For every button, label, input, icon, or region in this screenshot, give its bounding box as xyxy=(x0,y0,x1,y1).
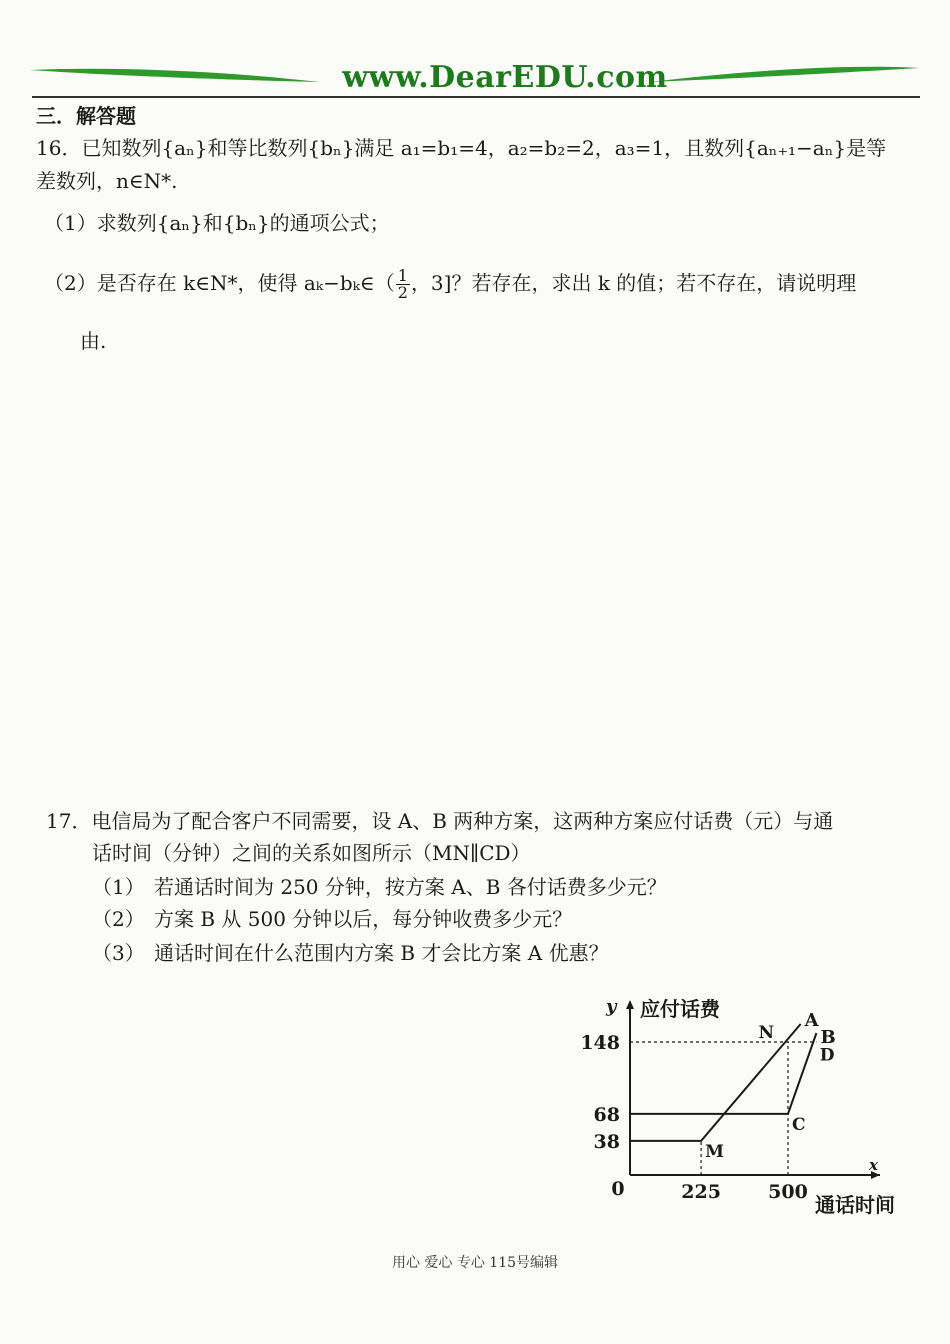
origin-label: 0 xyxy=(611,1178,625,1200)
q17-sub3-number: （3） xyxy=(92,941,145,965)
q17-sub1 xyxy=(92,874,667,900)
series-label-A: A xyxy=(804,1010,819,1032)
section-title: 三．解答题 xyxy=(36,104,136,128)
y-axis-arrow-icon xyxy=(626,1000,634,1009)
x-tick-label: 225 xyxy=(681,1181,721,1203)
fee-chart xyxy=(575,990,915,1225)
q16-part2-before: （2）是否存在 k∈N*，使得 aₖ−bₖ∈（ xyxy=(44,271,395,295)
point-label-N: N xyxy=(758,1023,775,1043)
q17-sub1-text: 若通话时间为 250 分钟，按方案 A、B 各付话费多少元？ xyxy=(154,875,667,899)
q17-sub1-number: （1） xyxy=(92,875,145,899)
fraction-denominator: 2 xyxy=(397,283,408,302)
y-tick-label: 38 xyxy=(593,1130,620,1153)
point-label-D: D xyxy=(819,1045,835,1066)
q17-line2: 话时间（分钟）之间的关系如图所示（MN∥CD） xyxy=(92,841,531,865)
q17-sub2 xyxy=(92,906,572,932)
fraction xyxy=(396,268,410,301)
q17-sub3-text: 通话时间在什么范围内方案 B 才会比方案 A 优惠？ xyxy=(154,941,609,965)
q16-line2: 差数列，n∈N*. xyxy=(36,169,178,193)
x-tick-label: 500 xyxy=(768,1181,808,1203)
y-axis-letter: y xyxy=(606,996,617,1017)
site-logo: www.DearEDU.com xyxy=(342,60,668,95)
y-tick-label: 68 xyxy=(593,1103,620,1126)
fraction-numerator: 1 xyxy=(397,266,408,285)
q16-line1: 16．已知数列{aₙ}和等比数列{bₙ}满足 a₁=b₁=4，a₂=b₂=2，a₃=1，且数列{aₙ₊₁−aₙ}是等 xyxy=(36,136,887,160)
q17-line1: 17．电信局为了配合客户不同需要，设 A、B 两种方案，这两种方案应付话费（元）与通 xyxy=(46,809,834,833)
header-divider xyxy=(32,96,920,98)
y-axis-title: 应付话费 xyxy=(640,997,720,1021)
page-footer: 用心 爱心 专心 115号编辑 xyxy=(391,1255,559,1271)
q16-part1: （1）求数列{aₙ}和{bₙ}的通项公式； xyxy=(44,211,390,235)
q17-sub3 xyxy=(92,940,609,966)
q16-part2-end: 由. xyxy=(80,329,107,353)
q16-part2 xyxy=(44,268,856,301)
site-header xyxy=(30,58,920,98)
q16-part2-after: ，3]？若存在，求出 k 的值；若不存在，请说明理 xyxy=(410,271,857,295)
q17-sub2-number: （2） xyxy=(92,907,145,931)
x-axis-letter: x xyxy=(869,1156,878,1174)
y-tick-label: 148 xyxy=(580,1032,620,1054)
series-label-B: B xyxy=(820,1027,836,1049)
q17-sub2-text: 方案 B 从 500 分钟以后，每分钟收费多少元？ xyxy=(154,907,573,931)
x-axis-title: 通话时间 xyxy=(815,1193,895,1217)
point-label-C: C xyxy=(792,1114,806,1135)
point-label-M: M xyxy=(705,1141,724,1162)
